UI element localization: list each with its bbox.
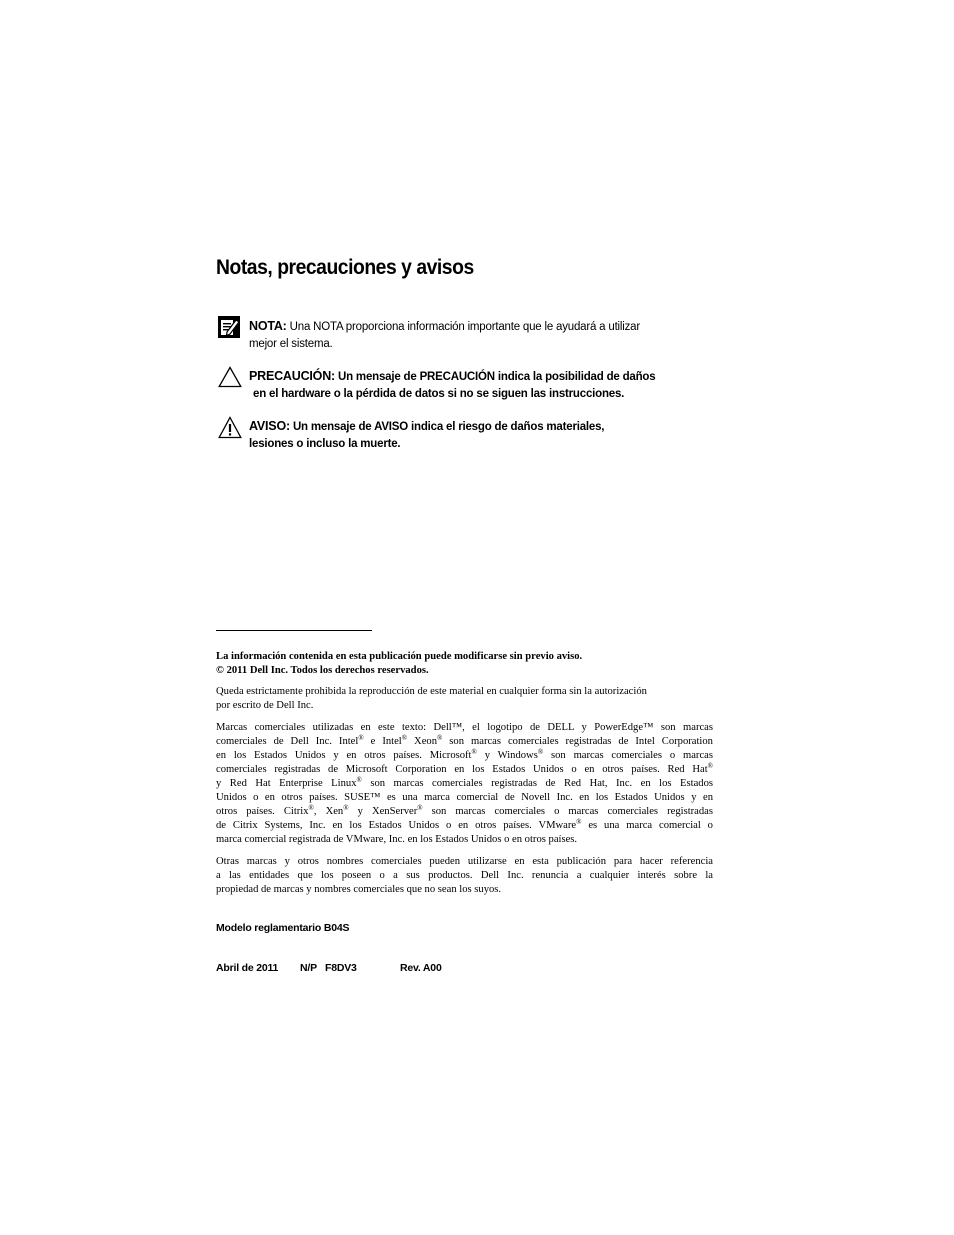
trademarks-line2: comerciales de Dell Inc. Intel® e Intel® Xeon® son marcas comerciales registradas de Intel Corporation (216, 734, 713, 747)
trademarks-line9: marca comercial registrada de VMware, Inc. en los Estados Unidos o en otros países. (216, 834, 578, 845)
trademarks-line3: en los Estados Unidos y en otros países. Microsoft® y Windows® son marcas comerciales o marcas (216, 748, 713, 761)
trademarks-line6: Unidos o en otros países. SUSE™ es una marca comercial de Novell Inc. en los Estados Unidos y en (216, 792, 713, 803)
trademarks-paragraph (216, 721, 713, 847)
nota-label: NOTA: (249, 319, 287, 333)
copyright-line: © 2011 Dell Inc. Todos los derechos reservados. (216, 665, 429, 676)
nota-text-line1: Una NOTA proporciona información importante que le ayudará a utilizar (289, 321, 640, 333)
nota-notice (249, 318, 719, 353)
pencil-note-icon (218, 316, 240, 338)
trademarks-line8: de Citrix Systems, Inc. en los Estados Unidos o en otros países. VMware® es una marca comercial o (216, 818, 713, 831)
section-divider (216, 630, 372, 631)
precaucion-text-line2: en el hardware o la pérdida de datos si no se siguen las instrucciones. (253, 388, 625, 400)
other-trademarks-paragraph (216, 855, 713, 897)
aviso-text-line1: Un mensaje de AVISO indica el riesgo de daños materiales, (292, 421, 605, 433)
info-notice (216, 650, 716, 678)
other-trademarks-line2: a las entidades que los poseen o a sus productos. Dell Inc. renuncia a cualquier interés sobre la (216, 870, 713, 881)
precaucion-text-line1: Un mensaje de PRECAUCIÓN indica la posibilidad de daños (338, 371, 656, 383)
nota-text-line2: mejor el sistema. (249, 338, 333, 350)
part-number: F8DV3 (325, 962, 357, 974)
precaucion-label: PRECAUCIÓN: (249, 369, 335, 383)
caution-triangle-icon (218, 366, 242, 388)
precaucion-notice (249, 368, 719, 403)
reproduction-line1: Queda estrictamente prohibida la reproducción de este material en cualquier forma sin la autorización (216, 686, 647, 697)
warning-exclamation-icon (218, 416, 242, 439)
other-trademarks-line1: Otras marcas y otros nombres comerciales pueden utilizarse en esta publicación para hacer referencia (216, 856, 713, 867)
trademarks-line1: Marcas comerciales utilizadas en este texto: Dell™, el logotipo de DELL y PowerEdge™ son marcas (216, 722, 713, 733)
info-line1: La información contenida en esta publicación puede modificarse sin previo aviso. (216, 651, 583, 662)
footer-info (216, 962, 516, 976)
aviso-text-line2: lesiones o incluso la muerte. (249, 438, 401, 450)
reproduction-paragraph (216, 685, 716, 713)
trademarks-line7: otros países. Citrix®, Xen® y XenServer® son marcas comerciales o marcas comerciales registradas (216, 804, 713, 817)
trademarks-line4: comerciales registradas de Microsoft Corporation en los Estados Unidos o en otros países. Red Hat® (216, 762, 713, 775)
reproduction-line2: por escrito de Dell Inc. (216, 700, 314, 711)
page-title: Notas, precauciones y avisos (216, 256, 474, 279)
regulatory-model: Modelo reglamentario B04S (216, 922, 350, 934)
trademarks-line5: y Red Hat Enterprise Linux® son marcas comerciales registradas de Red Hat, Inc. en los Estados (216, 776, 713, 789)
aviso-label: AVISO: (249, 419, 290, 433)
revision: Rev. A00 (400, 962, 442, 974)
part-number-label: N/P (300, 962, 317, 974)
publication-date: Abril de 2011 (216, 962, 279, 974)
aviso-notice (249, 418, 719, 453)
other-trademarks-line3: propiedad de marcas y nombres comerciales que no sean los suyos. (216, 884, 502, 895)
